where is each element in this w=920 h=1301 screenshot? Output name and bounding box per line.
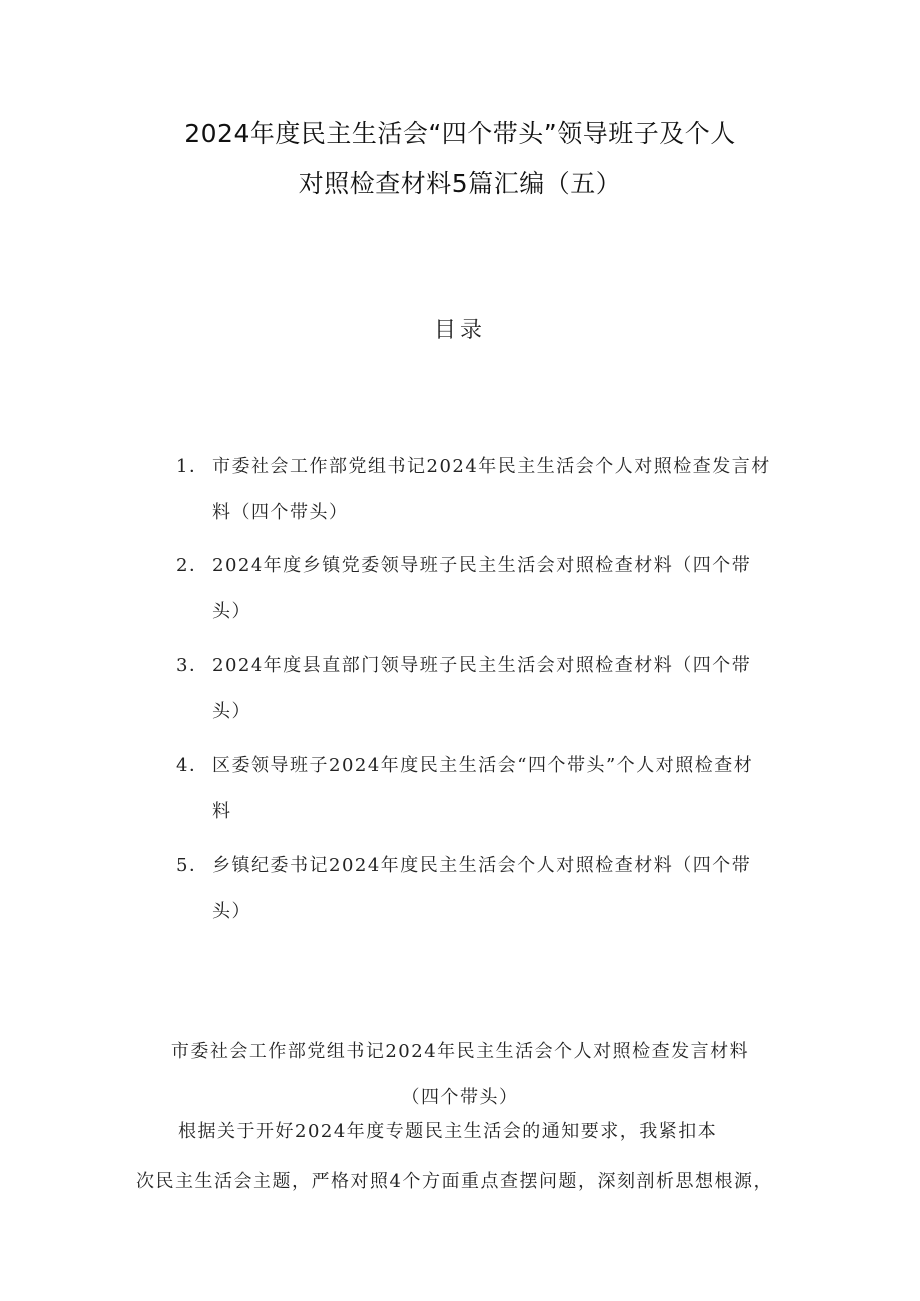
toc-item-text: 区委领导班子2024年度民主生活会“四个带头”个人对照检查材 bbox=[212, 755, 754, 776]
section-title-line1: 市委社会工作部党组书记2024年民主生活会个人对照检查发言材料 bbox=[170, 1041, 750, 1062]
toc-item-text-continued: 头） bbox=[212, 701, 251, 722]
toc-item-text: 乡镇纪委书记2024年度民主生活会个人对照检查材料（四个带 bbox=[212, 855, 752, 876]
toc-item-text-continued: 料 bbox=[212, 801, 232, 822]
toc-item-number: 3． bbox=[176, 655, 209, 676]
toc-item-text: 2024年度乡镇党委领导班子民主生活会对照检查材料（四个带 bbox=[212, 555, 752, 576]
section-title-line2: （四个带头） bbox=[401, 1087, 519, 1108]
toc-item-text: 市委社会工作部党组书记2024年民主生活会个人对照检查发言材 bbox=[212, 456, 771, 477]
document-title-line2: 对照检查材料5篇汇编（五） bbox=[298, 169, 622, 198]
toc-item-text: 2024年度县直部门领导班子民主生活会对照检查材料（四个带 bbox=[212, 655, 752, 676]
body-paragraph-line1: 根据关于开好2024年度专题民主生活会的通知要求，我紧扣本 bbox=[178, 1121, 718, 1142]
toc-item-number: 5． bbox=[176, 855, 209, 876]
toc-item-text-continued: 头） bbox=[212, 901, 251, 922]
toc-heading: 目录 bbox=[433, 318, 486, 343]
toc-item-number: 2． bbox=[176, 555, 209, 576]
toc-item-number: 4． bbox=[176, 755, 209, 776]
document-title-line1: 2024年度民主生活会“四个带头”领导班子及个人 bbox=[184, 119, 736, 148]
body-paragraph-line2: 次民主生活会主题，严格对照4个方面重点查摆问题，深刻剖析思想根源， bbox=[136, 1171, 773, 1192]
toc-item-text-continued: 料（四个带头） bbox=[212, 502, 349, 523]
toc-item-text-continued: 头） bbox=[212, 601, 251, 622]
toc-item-number: 1． bbox=[176, 456, 209, 477]
